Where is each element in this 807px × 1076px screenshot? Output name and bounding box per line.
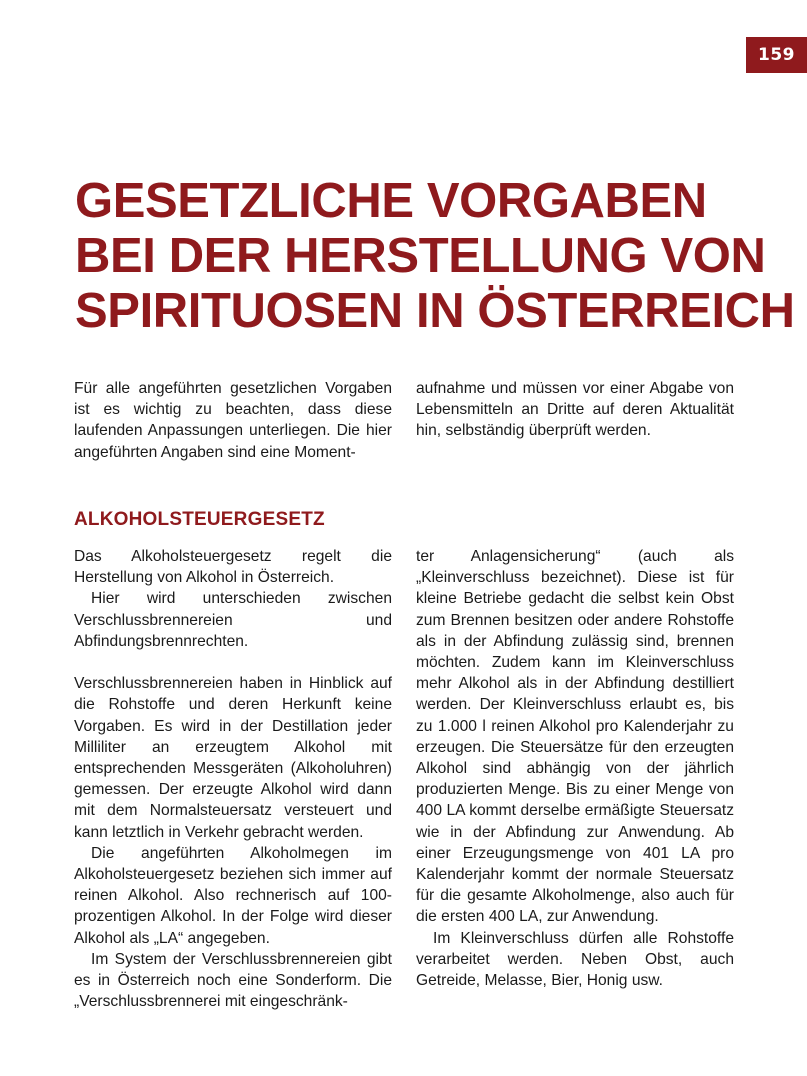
chapter-title-line-3: SPIRITUOSEN IN ÖSTERREICH	[75, 284, 795, 338]
intro-paragraph-left: Für alle angeführten gesetzlichen Vorgaben ist es wichtig zu beachten, dass diese laufenden Anpassungen unterliegen. Die hier angeführten Angaben sind eine Moment-	[74, 380, 392, 461]
body-paragraph: Hier wird unterschieden zwischen Verschlussbrennereien und Abfindungsbrennrechten.	[74, 590, 392, 650]
body-paragraph: Im System der Verschlussbrennereien gibt es in Österreich noch eine Sonderform. Die „Verschlussbrennerei mit eingeschränk-	[74, 950, 392, 1011]
intro-column-left	[74, 378, 392, 463]
body-paragraph: ter Anlagensicherung“ (auch als „Kleinverschluss bezeichnet). Diese ist für kleine Betriebe gedacht die selbst kein Obst zum Brennen besitzen oder andere Rohstoffe als in der Abfindung zulässig sind, brennen möchten. Zudem kann im Kleinverschluss mehr Alkohol als in der Abfindung destilliert werden. Der Kleinverschluss erlaubt es, bis zu 1.000 l reinen Alkohol pro Kalenderjahr zu erzeugen. Die Steuersätze für den erzeugten Alkohol sind abhängig von der jährlich produzierten Menge. Bis zu einer Menge von 400 LA kommt derselbe ermäßigte Steuersatz wie in der Abfindung zur Anwendung. Ab einer Erzeugungsmenge von 401 LA pro Kalenderjahr kommt der normale Steuersatz für die gesamte Alkoholmenge, also auch für die ersten 400 LA, zur Anwendung.	[416, 548, 734, 926]
body-paragraph: Das Alkoholsteuergesetz regelt die Herstellung von Alkohol in Österreich.	[74, 548, 392, 587]
intro-column-right	[416, 378, 734, 442]
body-paragraph: Die angeführten Alkoholmegen im Alkoholsteuergesetz beziehen sich immer auf reinen Alkohol. Also rechnerisch auf 100-prozentigen Alkohol. In der Folge wird dieser Alkohol als „LA“ angegeben.	[74, 844, 392, 947]
intro-paragraph-right: aufnahme und müssen vor einer Abgabe von Lebensmitteln an Dritte auf deren Aktualität hin, selbständig überprüft werden.	[416, 380, 734, 440]
chapter-title-line-1: GESETZLICHE VORGABEN	[75, 174, 707, 228]
page-number: 159	[746, 37, 807, 73]
body-column-left	[74, 546, 392, 1012]
body-paragraph: Im Kleinverschluss dürfen alle Rohstoffe verarbeitet werden. Neben Obst, auch Getreide, Melasse, Bier, Honig usw.	[416, 929, 734, 990]
section-heading: ALKOHOLSTEUERGESETZ	[74, 509, 325, 530]
body-paragraph: Verschlussbrennereien haben in Hinblick auf die Rohstoffe und deren Herkunft keine Vorgaben. Es wird in der Destillation jeder Milliliter an erzeugtem Alkohol mit entsprechenden Messgeräten (Alkoholuhren) gemessen. Der erzeugte Alkohol wird dann mit dem Normalsteuersatz versteuert und kann letztlich in Verkehr gebracht werden.	[74, 675, 392, 841]
chapter-title	[75, 174, 795, 339]
chapter-title-line-2: BEI DER HERSTELLUNG VON	[75, 229, 766, 283]
body-column-right	[416, 546, 734, 991]
